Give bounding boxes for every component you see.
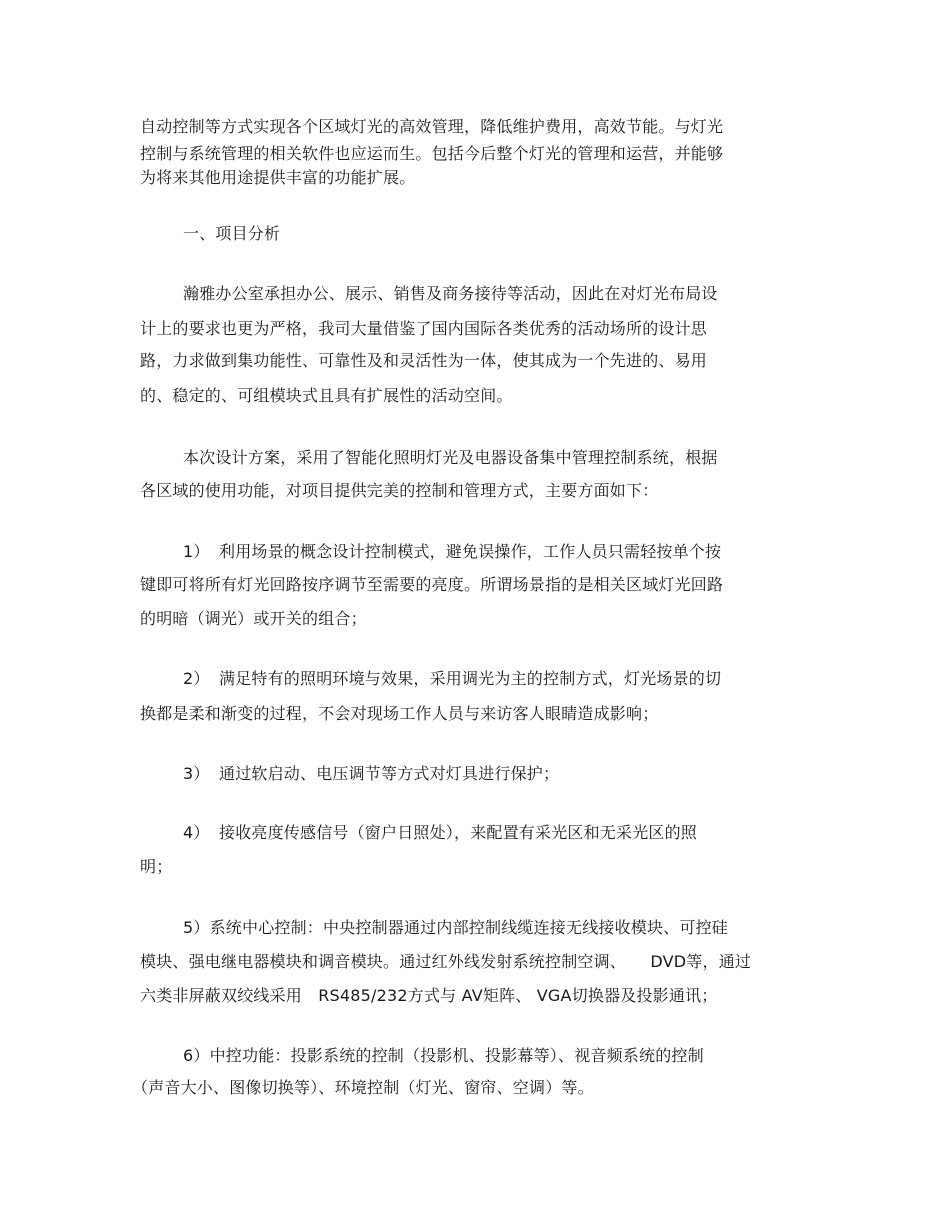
para1-line-1: 瀚雅办公室承担办公、展示、销售及商务接待等活动，因此在对灯光布局设 <box>183 284 718 303</box>
list-item-number: 3） <box>183 764 210 783</box>
list-item-2-first-line <box>183 668 721 690</box>
para1-line-3: 路，力求做到集功能性、可靠性及和灵活性为一体，使其成为一个先进的、易用 <box>140 351 708 370</box>
list-item-text: 利用场景的概念设计控制模式，避免误操作，工作人员只需轻按单个按 <box>219 542 722 561</box>
list-item-5-line-2: 模块、强电继电器模块和调音模块。通过红外线发射系统控制空调、 DVD等，通过 <box>140 952 752 971</box>
list-item-number: 4） <box>183 823 210 842</box>
list-item-4-line-2: 明； <box>140 857 173 876</box>
intro-line-3: 为将来其他用途提供丰富的功能扩展。 <box>140 168 416 187</box>
list-item-text: 系统中心控制：中央控制器通过内部控制线缆连接无线接收模块、可控硅 <box>209 918 728 937</box>
list-item-number: 2） <box>183 669 210 688</box>
list-item-text: 满足特有的照明环境与效果，采用调光为主的控制方式，灯光场景的切 <box>219 669 722 688</box>
para1-line-4: 的、稳定的、可组模块式且具有扩展性的活动空间。 <box>140 386 513 405</box>
list-item-1-line-3: 的明暗（调光）或开关的组合； <box>140 609 367 628</box>
section-heading: 一、项目分析 <box>183 224 281 243</box>
list-item-5-first-line <box>183 917 728 939</box>
list-item-text: 中控功能：投影系统的控制（投影机、投影幕等）、视音频系统的控制 <box>209 1046 704 1065</box>
list-item-text: 通过软启动、电压调节等方式对灯具进行保护； <box>219 764 560 783</box>
list-item-6-line-2: （声音大小、图像切换等）、环境控制（灯光、窗帘、空调）等。 <box>132 1078 594 1097</box>
intro-line-2: 控制与系统管理的相关软件也应运而生。包括今后整个灯光的管理和运营，并能够 <box>140 144 724 163</box>
list-item-4-first-line <box>183 822 697 844</box>
list-item-6-first-line <box>183 1045 704 1067</box>
list-item-2-line-2: 换都是柔和渐变的过程，不会对现场工作人员与来访客人眼睛造成影响； <box>140 704 659 723</box>
list-item-number: 6） <box>183 1046 210 1065</box>
list-item-1-line-2: 键即可将所有灯光回路按序调节至需要的亮度。所谓场景指的是相关区域灯光回路 <box>140 575 724 594</box>
intro-line-1: 自动控制等方式实现各个区域灯光的高效管理，降低维护费用，高效节能。与灯光 <box>140 117 724 136</box>
list-item-5-line-3: 六类非屏蔽双绞线采用 RS485/232方式与 AV矩阵、 VGA切换器及投影通讯； <box>140 986 718 1005</box>
list-item-text: 接收亮度传感信号（窗户日照处），来配置有采光区和无采光区的照 <box>219 823 698 842</box>
para1-line-2: 计上的要求也更为严格，我司大量借鉴了国内国际各类优秀的活动场所的设计思 <box>140 319 708 338</box>
para2-line-2: 各区域的使用功能，对项目提供完美的控制和管理方式，主要方面如下： <box>140 481 659 500</box>
list-item-1-first-line <box>183 541 721 563</box>
list-item-number: 1） <box>183 542 210 561</box>
list-item-number: 5） <box>183 918 210 937</box>
para2-line-1: 本次设计方案，采用了智能化照明灯光及电器设备集中管理控制系统，根据 <box>183 448 718 467</box>
list-item-3-first-line <box>183 763 559 785</box>
